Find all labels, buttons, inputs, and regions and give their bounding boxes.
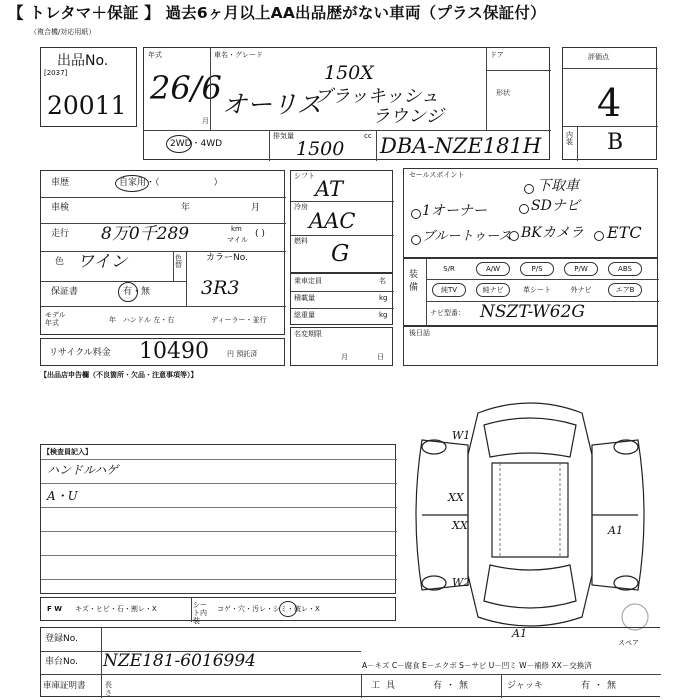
score-label: 評価点 bbox=[588, 53, 609, 61]
damage-w1: W1 bbox=[452, 429, 471, 442]
registration-label: 登録No. bbox=[45, 634, 78, 644]
equip-abs: ABS bbox=[608, 262, 642, 276]
sales-p6: ETC bbox=[607, 223, 642, 242]
interior-row bbox=[40, 597, 396, 625]
seat-items: コゲ・穴・汚レ・シミ・破レ・X bbox=[217, 605, 320, 613]
name-change-box bbox=[290, 327, 393, 366]
spare-label: スペア bbox=[618, 639, 639, 647]
fuel-value: G bbox=[331, 241, 350, 267]
mileage-unit-mile: マイル bbox=[227, 236, 248, 244]
warranty-options: 有・無 bbox=[123, 287, 151, 297]
color-no-label: カラーNo. bbox=[206, 253, 248, 263]
equip-aw: A/W bbox=[476, 262, 510, 276]
load-unit: kg bbox=[379, 294, 388, 302]
color-label: 色 bbox=[55, 257, 65, 267]
mileage-value: 8万0千289 bbox=[101, 224, 190, 244]
model-year-year: 年 bbox=[109, 316, 116, 324]
shaken-label: 車検 bbox=[51, 203, 70, 213]
history-label: 車歴 bbox=[51, 178, 70, 188]
damage-xx1: XX bbox=[448, 491, 464, 504]
sales-p4: ブルートゥース bbox=[422, 229, 512, 244]
damage-a1-side: A1 bbox=[608, 524, 623, 537]
name-change-label: 名変期限 bbox=[294, 330, 322, 338]
year-label: 年式 bbox=[148, 51, 162, 59]
tools-label: 工具 bbox=[371, 681, 402, 691]
equip-ext-navi: 外ナビ bbox=[570, 286, 592, 294]
recycle-box bbox=[40, 338, 285, 366]
car-grade3: ラウンジ bbox=[372, 106, 444, 127]
car-label: 車名・グレード bbox=[214, 51, 263, 59]
mileage-label: 走行 bbox=[51, 229, 70, 239]
warranty-selected-circle bbox=[118, 282, 138, 302]
sales-p3: SDナビ bbox=[531, 198, 580, 214]
displacement-label: 排気量 bbox=[273, 132, 294, 140]
navi-label: ナビ型番： bbox=[430, 309, 465, 317]
recycle-unit: 円 預託済 bbox=[227, 350, 258, 358]
lot-label: 出品No. bbox=[57, 53, 109, 69]
model-year-label: モデル年式 bbox=[45, 311, 66, 327]
model-code: DBA-NZE181H bbox=[380, 134, 542, 158]
lot-tag: [2037] bbox=[44, 69, 68, 77]
fw-label: F W bbox=[47, 605, 62, 613]
jack-options: 有・無 bbox=[581, 681, 621, 691]
color-change-label: 色替 bbox=[175, 254, 182, 269]
ac-label: 冷房 bbox=[294, 203, 308, 211]
inspector-note1: ハンドルハゲ bbox=[47, 463, 119, 477]
fuel-label: 燃料 bbox=[294, 237, 308, 245]
inspector-box bbox=[40, 444, 396, 594]
displacement-unit: cc bbox=[364, 132, 372, 140]
subtitle: （複合機/対応用紙） bbox=[30, 28, 96, 36]
spec-box bbox=[290, 170, 393, 273]
equip-leather: 革シート bbox=[523, 286, 551, 294]
drive-selected-circle bbox=[166, 135, 192, 153]
equip-pw: P/W bbox=[564, 262, 598, 276]
model-year-handle: ハンドル 左・右 bbox=[123, 316, 175, 324]
weight-label: 総重量 bbox=[294, 311, 315, 319]
recycle-value: 10490 bbox=[139, 339, 209, 364]
damage-xx2: XX bbox=[452, 519, 468, 532]
mileage-unit-km: km bbox=[231, 225, 242, 233]
lot-box bbox=[40, 47, 137, 127]
shift-value: AT bbox=[315, 177, 344, 201]
capacity-box bbox=[290, 273, 393, 325]
sales-label: セールスポイント bbox=[409, 171, 465, 179]
header-block bbox=[143, 47, 550, 160]
year-month-suffix: 月 bbox=[202, 117, 209, 125]
damage-w2: W2 bbox=[452, 576, 471, 589]
recycle-label: リサイクル料金 bbox=[49, 348, 111, 358]
interior-value: B bbox=[607, 130, 624, 155]
banner-title: 【 トレタマ＋保証 】 過去6ヶ月以上AA出品歴がない車両（プラス保証付） bbox=[8, 4, 546, 22]
model-year-dealer: ディーラー・並行 bbox=[211, 316, 267, 324]
equipment-label: 装備 bbox=[409, 270, 419, 293]
jack-label: ジャッキ bbox=[507, 681, 543, 691]
damage-legend: A－キズ C－腐食 E－エクボ S－サビ U－凹ミ W－補修 XX－交換済 bbox=[362, 661, 592, 670]
ac-value: AAC bbox=[309, 209, 356, 233]
seat-label: シート内装 bbox=[193, 601, 207, 625]
shaken-month: 月 bbox=[251, 203, 261, 213]
color-no-value: 3R3 bbox=[201, 277, 240, 299]
year-value: 26/6 bbox=[150, 69, 222, 107]
score-value: 4 bbox=[597, 81, 622, 125]
history-options: 自家用・（ ） bbox=[119, 178, 223, 188]
lot-number: 20011 bbox=[47, 91, 127, 120]
cert-sub: 長さ bbox=[105, 681, 112, 697]
capacity-unit: 名 bbox=[379, 277, 386, 285]
equip-tv: 純TV bbox=[432, 283, 466, 297]
sales-p5: BKカメラ bbox=[521, 225, 584, 241]
name-change-day: 日 bbox=[377, 353, 384, 361]
mileage-extra: ( ) bbox=[255, 229, 265, 239]
seller-notes-label: 【出品店申告欄（不良箇所・欠品・注意事項等）】 bbox=[40, 371, 198, 379]
cert-label: 車庫証明書 bbox=[43, 681, 86, 691]
tools-options: 有・無 bbox=[433, 681, 473, 691]
load-label: 積載量 bbox=[294, 294, 315, 302]
name-change-month: 月 bbox=[341, 353, 348, 361]
car-grade1: 150X bbox=[324, 62, 374, 84]
shaken-year: 年 bbox=[181, 203, 191, 213]
equip-ps: P/S bbox=[520, 262, 554, 276]
history-selected-circle bbox=[115, 175, 149, 192]
detail-table bbox=[40, 170, 285, 335]
door-label: ドア bbox=[490, 51, 504, 59]
navi-model: NSZT-W62G bbox=[480, 302, 585, 322]
equip-navi: 純ナビ bbox=[476, 283, 510, 297]
later-box bbox=[403, 326, 658, 366]
equip-sr: S/R bbox=[443, 265, 455, 273]
frame-value: NZE181-6016994 bbox=[103, 651, 256, 671]
car-grade2: ブラッキッシュ bbox=[314, 86, 439, 107]
car-name: オーリス bbox=[222, 90, 322, 119]
car-diagram bbox=[400, 385, 660, 640]
color-value: ワイン bbox=[77, 252, 128, 272]
damage-a1-bottom: A1 bbox=[512, 627, 527, 640]
inspector-label: 【検査員記入】 bbox=[43, 448, 92, 456]
displacement-value: 1500 bbox=[296, 138, 345, 160]
warranty-label: 保証書 bbox=[51, 287, 79, 297]
sales-p2: 1オーナー bbox=[422, 203, 487, 219]
capacity-label: 乗車定員 bbox=[294, 277, 322, 285]
shape-label: 形状 bbox=[496, 89, 510, 97]
equipment-box bbox=[403, 258, 658, 326]
inspector-note2: A・U bbox=[47, 489, 78, 503]
later-label: 後日話 bbox=[409, 329, 430, 337]
score-box bbox=[562, 47, 657, 160]
equip-airbag: エアB bbox=[608, 283, 642, 297]
sales-p1: 下取車 bbox=[537, 178, 579, 194]
sales-box bbox=[403, 168, 658, 258]
weight-unit: kg bbox=[379, 311, 388, 319]
frame-label: 車台No. bbox=[45, 657, 78, 667]
interior-label: 内装 bbox=[566, 131, 573, 146]
shift-label: シフト bbox=[294, 172, 315, 180]
drive-options: 2WD・4WD bbox=[170, 139, 223, 149]
fw-items: キズ・ヒビ・石・割レ・X bbox=[75, 605, 157, 613]
